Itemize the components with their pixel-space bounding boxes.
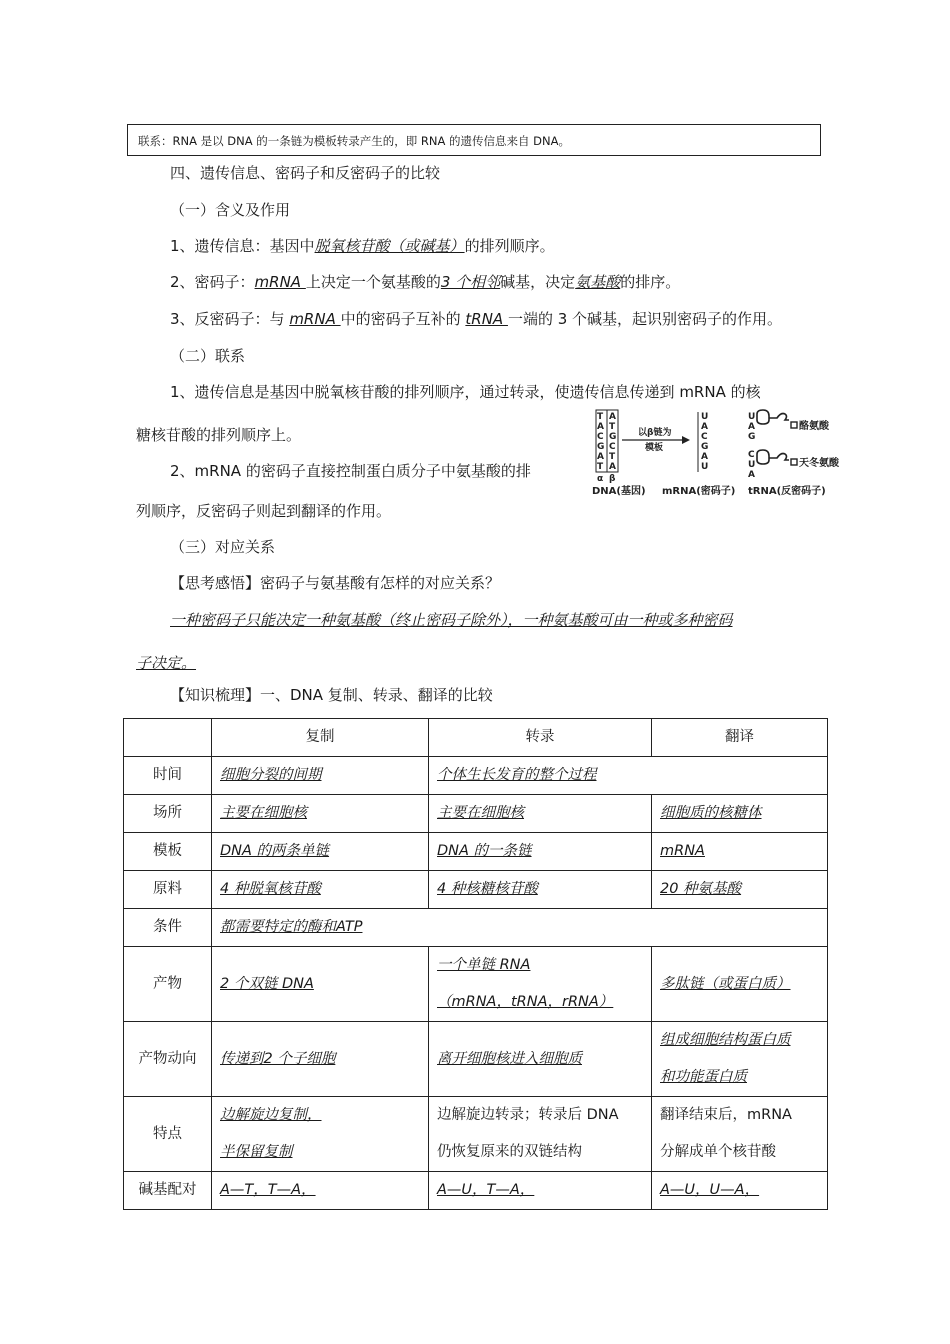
table-cell: 仍恢复原来的双链结构 (437, 1144, 582, 1160)
table-row (124, 833, 828, 871)
table-cell: DNA 的一条链 (437, 843, 532, 859)
mrna-base: C (701, 432, 708, 442)
row-label: 时间 (124, 757, 212, 795)
table-cell: A—U，U—A， (660, 1182, 760, 1198)
relation-line-2a: 2、mRNA 的密码子直接控制蛋白质分子中氨基酸的排 (170, 462, 531, 480)
label-dna: DNA(基因) (592, 486, 646, 497)
dna-base: A (597, 422, 604, 432)
row-label: 产物 (124, 947, 212, 1022)
relation-line-2b: 列顺序，反密码子则起到翻译的作用。 (136, 502, 392, 520)
row-label: 场所 (124, 795, 212, 833)
label-trna: tRNA(反密码子) (748, 486, 826, 497)
table-cell: 分解成单个核苷酸 (660, 1144, 776, 1160)
dna-base: A (609, 462, 616, 472)
dna-base: G (597, 442, 605, 452)
line-anticodon: 3、反密码子：与 mRNA 中的密码子互补的 tRNA 一端的 3 个碱基，起识别密码子的作用。 (170, 310, 783, 328)
table-row (124, 871, 828, 909)
table-cell: 一个单链 RNA (437, 957, 531, 973)
amino-acid-1-shape (791, 422, 797, 428)
amino-acid-1-label: 酪氨酸 (799, 421, 829, 432)
table-cell: 和功能蛋白质 (660, 1069, 747, 1085)
trna-base: U (748, 460, 756, 470)
dna-base: T (609, 452, 616, 462)
mrna-base: U (701, 462, 709, 472)
trna-base: U (748, 412, 756, 422)
arrow-label-2: 模板 (645, 443, 664, 453)
table-row (124, 1097, 828, 1172)
mrna-base: A (701, 422, 708, 432)
dna-base: T (609, 422, 616, 432)
table-row (124, 1172, 828, 1210)
table-cell: 2 个双链 DNA (220, 975, 314, 992)
trna-base: G (748, 432, 756, 442)
table-row (124, 1022, 828, 1097)
think-answer-2: 子决定。 (136, 654, 197, 672)
table-row (124, 909, 828, 947)
amino-acid-2-label: 天冬氨酸 (799, 458, 839, 469)
answer-blank: 氨基酸 (575, 273, 621, 291)
relation-line-1b: 糖核苷酸的排列顺序上。 (136, 426, 302, 444)
trna-molecule-1 (757, 410, 789, 424)
table-cell: 主要在细胞核 (220, 805, 307, 821)
table-cell: 4 种脱氧核苷酸 (220, 881, 321, 897)
knowledge-heading: 【知识梳理】一、DNA 复制、转录、翻译的比较 (170, 686, 493, 704)
table-cell: 都需要特定的酶和ATP (220, 919, 363, 935)
table-cell: 主要在细胞核 (437, 805, 524, 821)
row-label: 原料 (124, 871, 212, 909)
row-label: 条件 (124, 909, 212, 947)
table-row (124, 757, 828, 795)
table-header: 复制 (212, 719, 429, 757)
table-cell: 组成细胞结构蛋白质 (660, 1032, 791, 1048)
mrna-base: G (701, 442, 709, 452)
dna-base: A (609, 412, 616, 422)
table-cell: 20 种氨基酸 (660, 881, 742, 897)
table-header-row (124, 719, 828, 757)
table-header: 翻译 (652, 719, 828, 757)
table-cell: 细胞分裂的间期 (220, 767, 322, 783)
beta-label: β (609, 474, 616, 484)
line-genetic-info: 1、遗传信息：基因中脱氧核苷酸（或碱基）的排列顺序。 (170, 237, 555, 255)
label-mrna: mRNA(密码子) (662, 486, 736, 497)
table-header (124, 719, 212, 757)
table-cell: 边解旋边复制， (220, 1107, 322, 1123)
trna-base: A (748, 470, 755, 480)
table-cell: 半保留复制 (220, 1144, 293, 1160)
arrow-head-icon (682, 436, 690, 444)
think-question: 【思考感悟】密码子与氨基酸有怎样的对应关系？ (170, 574, 501, 592)
table-cell: 边解旋边转录；转录后 DNA (437, 1107, 619, 1123)
dna-base: C (609, 442, 616, 452)
table-cell: 离开细胞核进入细胞质 (437, 1050, 582, 1067)
table-cell: mRNA (660, 843, 705, 859)
answer-blank: tRNA (465, 310, 508, 328)
row-label: 模板 (124, 833, 212, 871)
section-title: 四、遗传信息、密码子和反密码子的比较 (170, 164, 441, 182)
row-label: 产物动向 (124, 1022, 212, 1097)
subheading-meaning: （一）含义及作用 (170, 201, 291, 219)
answer-blank: 脱氧核苷酸（或碱基） (314, 237, 465, 255)
dna-base: T (597, 412, 604, 422)
dna-base: T (597, 462, 604, 472)
amino-acid-2-shape (791, 459, 797, 465)
trna-base: A (748, 422, 755, 432)
subheading-correspondence: （三）对应关系 (170, 538, 276, 556)
relation-line-1a: 1、遗传信息是基因中脱氧核苷酸的排列顺序，通过转录，使遗传信息传递到 mRNA 的核 (170, 383, 761, 401)
mrna-base: U (701, 412, 709, 422)
row-label: 特点 (124, 1097, 212, 1172)
table-cell: A—U，T—A， (437, 1182, 535, 1198)
answer-blank: 3 个相邻 (440, 273, 501, 291)
dna-base: A (597, 452, 604, 462)
relation-box-text: 联系：RNA 是以 DNA 的一条链为模板转录产生的，即 RNA 的遗传信息来自 DNA。 (138, 134, 570, 148)
trna-base: C (748, 450, 755, 460)
table-cell: 传递到2 个子细胞 (220, 1050, 336, 1067)
subheading-relation: （二）联系 (170, 347, 246, 365)
answer-blank: mRNA (289, 310, 341, 328)
relation-box (127, 124, 821, 156)
table-header: 转录 (429, 719, 652, 757)
table-cell: A—T，T—A， (220, 1182, 316, 1198)
mrna-base: A (701, 452, 708, 462)
row-label: 碱基配对 (124, 1172, 212, 1210)
dna-base: C (597, 432, 604, 442)
table-row (124, 947, 828, 1022)
transcription-translation-diagram (590, 408, 870, 500)
table-cell: （mRNA，tRNA，rRNA） (437, 994, 614, 1010)
arrow-label-1: 以β链为 (638, 428, 672, 438)
table-cell: 多肽链（或蛋白质） (660, 975, 791, 992)
trna-molecule-2 (757, 450, 789, 464)
alpha-label: α (597, 474, 604, 484)
table-cell: 4 种核糖核苷酸 (437, 881, 538, 897)
table-cell: DNA 的两条单链 (220, 843, 330, 859)
comparison-table (123, 718, 828, 1210)
table-row (124, 795, 828, 833)
line-codon: 2、密码子：mRNA 上决定一个氨基酸的3 个相邻碱基，决定氨基酸的排序。 (170, 273, 681, 291)
table-cell: 翻译结束后，mRNA (660, 1107, 792, 1123)
dna-base: G (609, 432, 617, 442)
think-answer-1: 一种密码子只能决定一种氨基酸（终止密码子除外），一种氨基酸可由一种或多种密码 (170, 611, 733, 629)
table-cell: 个体生长发育的整个过程 (437, 767, 597, 783)
table-cell: 细胞质的核糖体 (660, 805, 762, 821)
answer-blank: mRNA (254, 273, 306, 291)
